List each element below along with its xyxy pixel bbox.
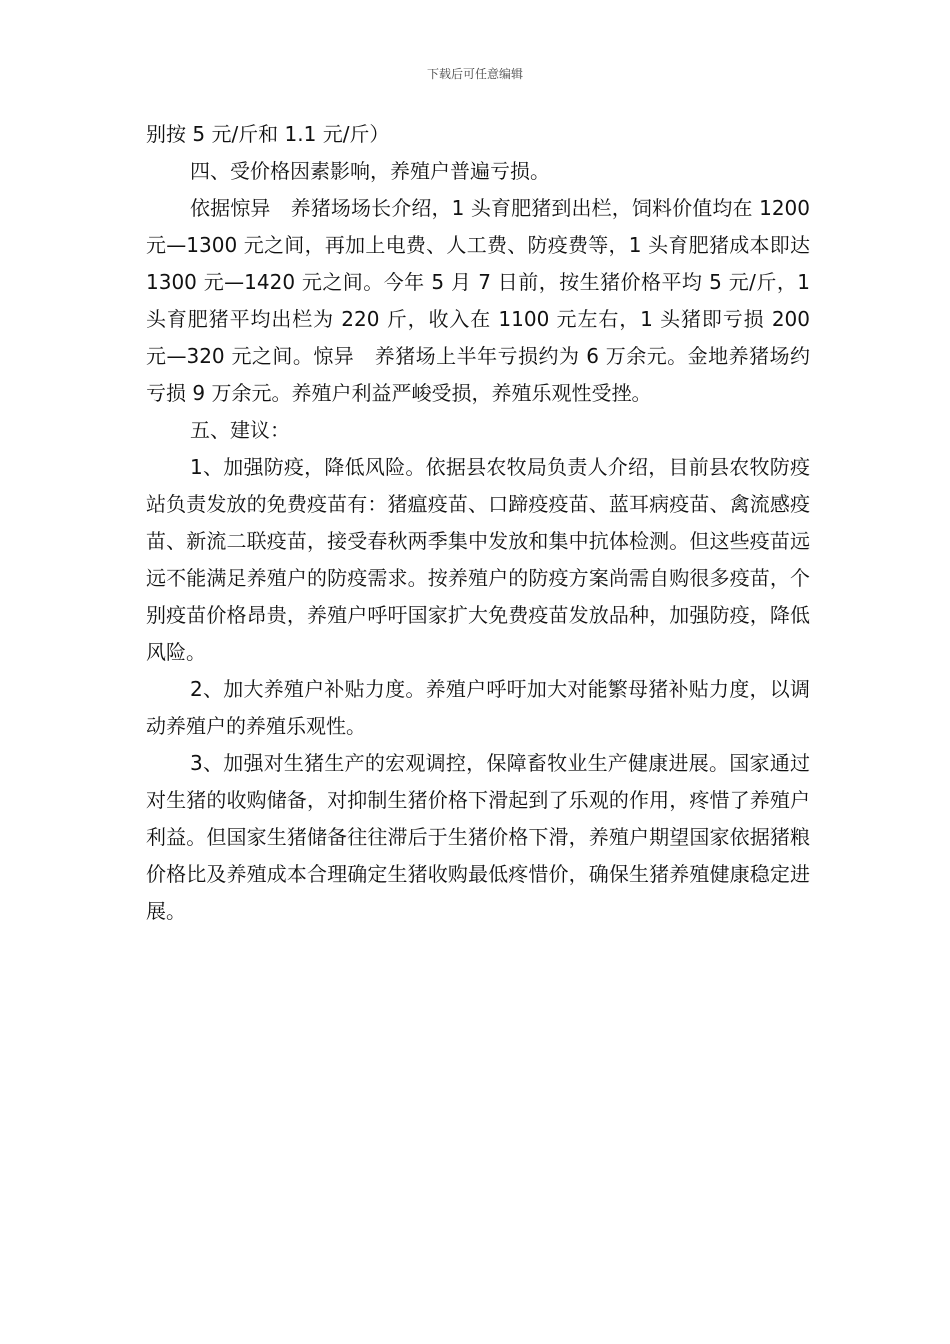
- section-heading-4: 四、受价格因素影响，养殖户普遍亏损。: [190, 159, 550, 183]
- section-heading-5: 五、建议：: [190, 418, 290, 442]
- paragraph-continuation: 别按 5 元/斤和 1.1 元/斤）: [146, 122, 390, 146]
- page-header: 下载后可任意编辑: [426, 67, 523, 81]
- paragraph-suggestion-2: 2、加大养殖户补贴力度。养殖户呼吁加大对能繁母猪补贴力度，以调动养殖户的养殖乐观性。: [146, 677, 810, 738]
- paragraph-suggestion-3: 3、加强对生猪生产的宏观调控，保障畜牧业生产健康进展。国家通过对生猪的收购储备，对抑制生猪价格下滑起到了乐观的作用，疼惜了养殖户利益。但国家生猪储备往往滞后于生猪价格下滑，养殖户期望国家依据猪粮价格比及养殖成本合理确定生猪收购最低疼惜价，确保生猪养殖健康稳定进展。: [146, 751, 810, 923]
- document-body: [146, 116, 810, 930]
- paragraph-loss-details: 依据惊异 养猪场场长介绍，1 头育肥猪到出栏，饲料价值均在 1200 元—1300 元之间，再加上电费、人工费、防疫费等，1 头育肥猪成本即达 1300 元—1420 元之间。今年 5 月 7 日前，按生猪价格平均 5 元/斤，1 头育肥猪平均出栏为 220 斤，收入在 1100 元左右，1 头猪即亏损 200 元—320 元之间。惊异 养猪场上半年亏损约为 6 万余元。金地养猪场约亏损 9 万余元。养殖户利益严峻受损，养殖乐观性受挫。: [146, 196, 810, 405]
- paragraph-suggestion-1: 1、加强防疫，降低风险。依据县农牧局负责人介绍，目前县农牧防疫站负责发放的免费疫苗有：猪瘟疫苗、口蹄疫疫苗、蓝耳病疫苗、禽流感疫苗、新流二联疫苗，接受春秋两季集中发放和集中抗体检测。但这些疫苗远远不能满足养殖户的防疫需求。按养殖户的防疫方案尚需自购很多疫苗，个别疫苗价格昂贵，养殖户呼吁国家扩大免费疫苗发放品种，加强防疫，降低风险。: [146, 455, 810, 664]
